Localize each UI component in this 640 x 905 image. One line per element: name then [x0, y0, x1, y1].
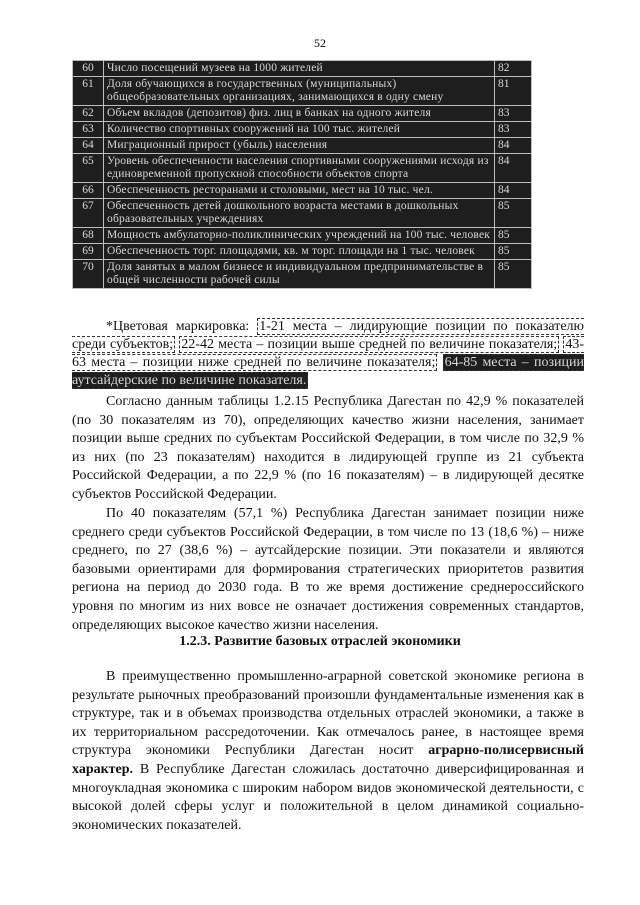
table-row — [73, 138, 532, 154]
indicator-cell: Обеспеченность ресторанами и столовыми, мест на 10 тыс. чел. — [104, 183, 495, 199]
indicator-cell: Миграционный прирост (убыль) населения — [104, 138, 495, 154]
rank-cell: 85 — [495, 199, 532, 228]
table-row — [73, 61, 532, 77]
paragraph-economy-part1: В преимущественно промышленно-аграрной советской экономике региона в результате рыночных преобразований произошли фундаментальные изменения как в структуре, так и в объемах производства отдельных отраслей экономики, а также в их территориальном рассредоточении. Как отмечалось ранее, в настоящее время структура экономики Республики Дагестан носит — [72, 669, 584, 759]
table-row — [73, 77, 532, 106]
table-row — [73, 154, 532, 183]
row-number-cell: 65 — [73, 154, 104, 183]
row-number-cell: 63 — [73, 122, 104, 138]
table-row — [73, 260, 532, 289]
rank-cell: 84 — [495, 183, 532, 199]
indicators-table — [72, 60, 532, 289]
legend-outsiders: 64-85 места – позиции аутсайдерские по величине показателя. — [72, 355, 585, 388]
indicator-cell: Мощность амбулаторно-поликлинических учреждений на 100 тыс. человек — [104, 228, 495, 244]
paragraph-economy — [72, 668, 584, 835]
row-number-cell: 66 — [73, 183, 104, 199]
paragraph-economy-part2: В Республике Дагестан сложилась достаточно диверсифицированная и многоукладная экономика с широким набором видов экономической деятельности, с высокой долей сферы услуг и положительной в целом динамикой социально-экономических показателей. — [72, 761, 584, 833]
table-row — [73, 106, 532, 122]
row-number-cell: 69 — [73, 244, 104, 260]
legend-below-average: 43-63 места – позиции ниже средней по величине показателя; — [72, 337, 584, 370]
rank-cell: 81 — [495, 77, 532, 106]
paragraph-summary-leaders: Согласно данным таблицы 1.2.15 Республика Дагестан по 42,9 % показателей (по 30 показателям из 70), определяющих качество жизни населения, занимает позиции выше средних по субъектам Российской Федерации, в том числе по 32,9 % из них (по 23 показателям) находится в лидирующей группе из 21 субъекта Российской Федерации, а по 22,9 % (по 16 показателям) – в лидирующей десятке субъектов Российской Федерации. — [72, 394, 584, 502]
indicator-cell: Уровень обеспеченности населения спортивными сооружениями исходя из единовременной пропускной способности объектов спорта — [104, 154, 495, 183]
rank-cell: 84 — [495, 154, 532, 183]
row-number-cell: 70 — [73, 260, 104, 289]
indicator-cell: Доля обучающихся в государственных (муниципальных) общеобразовательных организациях, занимающихся в одну смену — [104, 77, 495, 106]
paragraph-summary-below-average: По 40 показателям (57,1 %) Республика Дагестан занимает позиции ниже среднего среди субъектов Российской Федерации, в том числе по 13 (18,6 %) – ниже среднего, по 27 (38,6 %) – аутсайдерские позиции. Эти показатели и являются базовыми ориентирами для формирования стратегических приоритетов развития региона на период до 2030 года. В то же время достижение среднероссийского уровня по многим из них вовсе не означает достижения современных стандартов, определяющих высокое качество жизни населения. — [72, 506, 584, 633]
rank-cell: 85 — [495, 260, 532, 289]
rank-cell: 82 — [495, 61, 532, 77]
paragraph-economy-bold: аграрно-полисервисный характер. — [72, 743, 584, 777]
indicator-cell: Доля занятых в малом бизнесе и индивидуальном предпринимательстве в общей численности рабочей силы — [104, 260, 495, 289]
row-number-cell: 64 — [73, 138, 104, 154]
section-heading: 1.2.3. Развитие базовых отраслей экономики — [179, 634, 461, 649]
table-row — [73, 244, 532, 260]
rank-cell: 85 — [495, 228, 532, 244]
legend-intro: *Цветовая маркировка: — [106, 319, 258, 334]
indicator-cell: Обеспеченность торг. площадями, кв. м торг. площади на 1 тыс. человек — [104, 244, 495, 260]
legend-above-average: 22-42 места – позиции выше средней по величине показателя; — [181, 337, 558, 352]
indicator-cell: Обеспеченность детей дошкольного возраста местами в дошкольных образовательных учреждениях — [104, 199, 495, 228]
rank-cell: 84 — [495, 138, 532, 154]
table-row — [73, 183, 532, 199]
rank-cell: 85 — [495, 244, 532, 260]
rank-cell: 83 — [495, 106, 532, 122]
row-number-cell: 68 — [73, 228, 104, 244]
row-number-cell: 62 — [73, 106, 104, 122]
row-number-cell: 61 — [73, 77, 104, 106]
color-legend — [72, 318, 584, 390]
rank-cell: 83 — [495, 122, 532, 138]
table-row — [73, 228, 532, 244]
row-number-cell: 60 — [73, 61, 104, 77]
indicator-cell: Объем вкладов (депозитов) физ. лиц в банках на одного жителя — [104, 106, 495, 122]
page-number: 52 — [314, 36, 326, 50]
table-row — [73, 122, 532, 138]
row-number-cell: 67 — [73, 199, 104, 228]
table-row — [73, 199, 532, 228]
legend-leaders: 1-21 места – лидирующие позиции по показателю среди субъектов; — [72, 319, 584, 352]
indicator-cell: Количество спортивных сооружений на 100 тыс. жителей — [104, 122, 495, 138]
indicator-cell: Число посещений музеев на 1000 жителей — [104, 61, 495, 77]
